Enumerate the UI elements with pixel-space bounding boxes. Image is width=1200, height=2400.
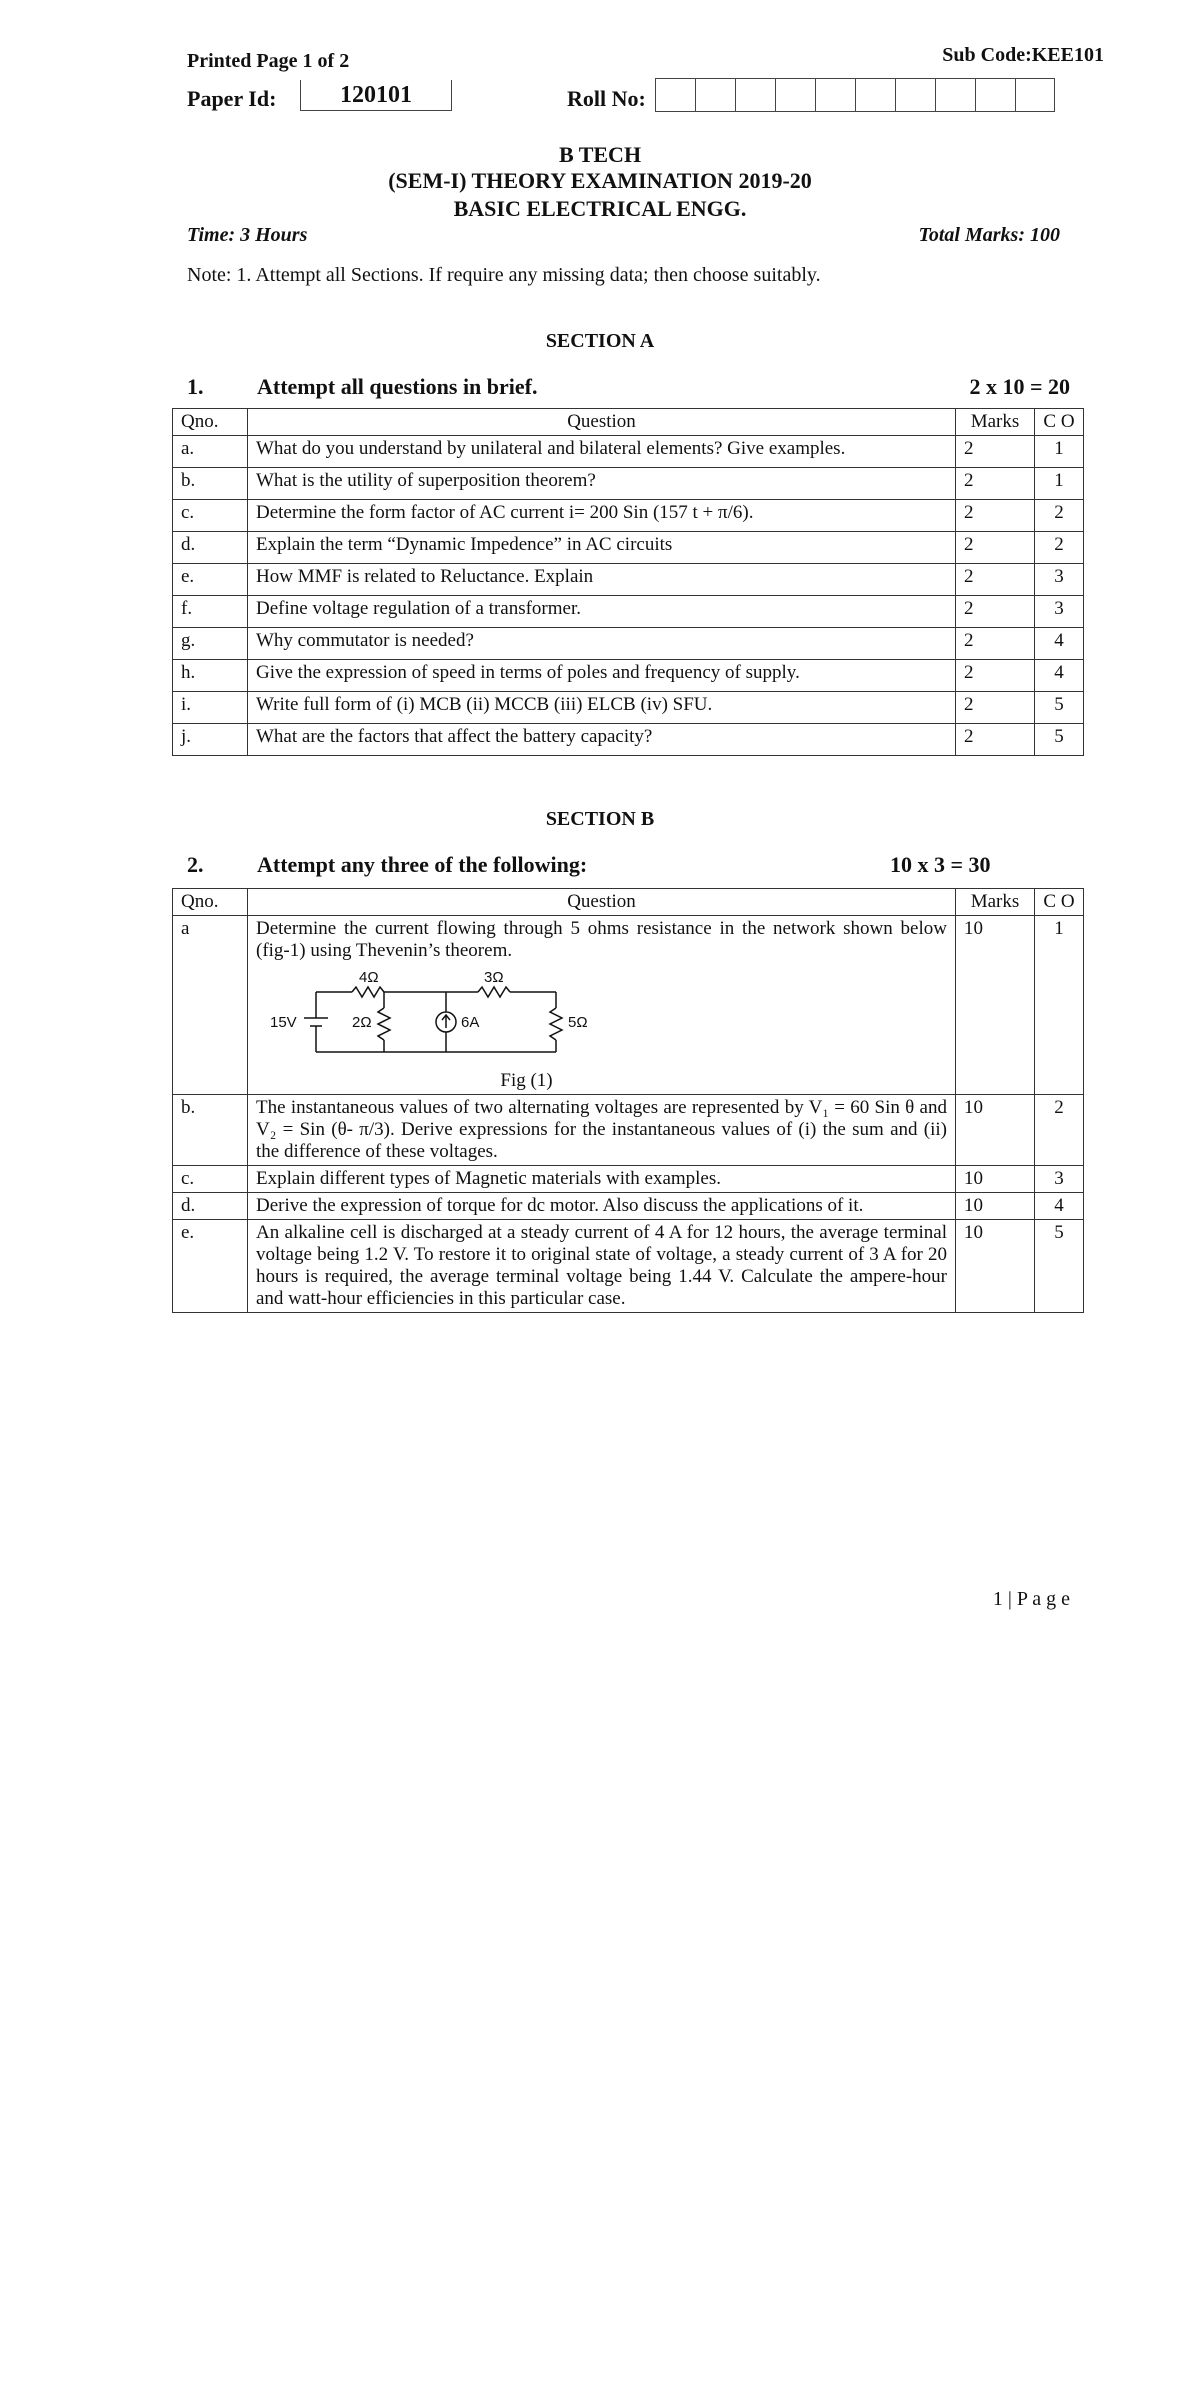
- table-row: [173, 628, 1084, 660]
- marks-cell: 2: [956, 468, 1035, 500]
- question-cell: An alkaline cell is discharged at a steady current of 4 A for 12 hours, the average terminal voltage being 1.2 V. To restore it to original state of voltage, a steady current of 3 A for 20 hours is required, the average terminal voltage being 1.44 V. Calculate the ampere-hour and watt-hour efficiencies in this particular case.: [248, 1220, 956, 1313]
- co-cell: 4: [1035, 660, 1084, 692]
- marks-cell: 10: [956, 1095, 1035, 1166]
- circuit-label-source-v: 15V: [270, 1014, 297, 1031]
- marks-cell: 2: [956, 564, 1035, 596]
- qno-cell: e.: [173, 1220, 248, 1313]
- roll-no-box: [775, 78, 815, 112]
- qno-cell: d.: [173, 1193, 248, 1220]
- co-cell: 2: [1035, 1095, 1084, 1166]
- marks-cell: 10: [956, 1220, 1035, 1313]
- circuit-label-r-load: 5Ω: [568, 1014, 588, 1031]
- question-cell: The instantaneous values of two alternating voltages are represented by V₁ = 60 Sin θ and V₂ = Sin (θ- π/3). Derive expressions for the instantaneous values of (i) the sum and (ii) the difference of these voltages.: [248, 1095, 956, 1166]
- section-a-question-number: 1.: [187, 374, 204, 399]
- co-cell: 4: [1035, 1193, 1084, 1220]
- table-row: [173, 468, 1084, 500]
- table-row: [173, 1193, 1084, 1220]
- marks-cell: 10: [956, 1166, 1035, 1193]
- question-cell: What are the factors that affect the battery capacity?: [248, 724, 956, 756]
- circuit-label-r-shunt: 2Ω: [352, 1014, 372, 1031]
- figure-caption: Fig (1): [500, 1070, 553, 1091]
- question-text: Determine the current flowing through 5 ohms resistance in the network shown below (fig-1) using Thevenin’s theorem.: [256, 918, 947, 961]
- roll-no-box: [895, 78, 935, 112]
- question-cell: Write full form of (i) MCB (ii) MCCB (iii) ELCB (iv) SFU.: [248, 692, 956, 724]
- table-row: [173, 564, 1084, 596]
- subject-title: BASIC ELECTRICAL ENGG.: [453, 196, 747, 221]
- table-row: [173, 660, 1084, 692]
- marks-cell: 10: [956, 916, 1035, 1095]
- table-row: [173, 1220, 1084, 1313]
- sub-code: Sub Code:KEE101: [942, 44, 1104, 66]
- table-row: [173, 596, 1084, 628]
- degree-title: B TECH: [558, 142, 642, 167]
- marks-cell: 2: [956, 660, 1035, 692]
- total-marks: Total Marks: 100: [918, 224, 1060, 246]
- question-cell: Define voltage regulation of a transformer.: [248, 596, 956, 628]
- qno-cell: h.: [173, 660, 248, 692]
- qno-cell: b.: [173, 1095, 248, 1166]
- paper-id-value: 120101: [300, 80, 452, 111]
- table-row: [173, 724, 1084, 756]
- section-a-instruction: Attempt all questions in brief.: [257, 374, 538, 399]
- question-cell: Why commutator is needed?: [248, 628, 956, 660]
- qno-cell: b.: [173, 468, 248, 500]
- header-question: Question: [248, 409, 956, 436]
- roll-no-box: [1015, 78, 1055, 112]
- question-cell: Give the expression of speed in terms of poles and frequency of supply.: [248, 660, 956, 692]
- co-cell: 5: [1035, 692, 1084, 724]
- co-cell: 2: [1035, 500, 1084, 532]
- header-co: C O: [1035, 889, 1084, 916]
- marks-cell: 2: [956, 532, 1035, 564]
- table-row: [173, 916, 1084, 1095]
- roll-no-box: [695, 78, 735, 112]
- co-cell: 5: [1035, 1220, 1084, 1313]
- note-text: Note: 1. Attempt all Sections. If require any missing data; then choose suitably.: [187, 264, 821, 286]
- co-cell: 2: [1035, 532, 1084, 564]
- question-cell: Determine the form factor of AC current i= 200 Sin (157 t + π/6).: [248, 500, 956, 532]
- marks-cell: 2: [956, 628, 1035, 660]
- header-question: Question: [248, 889, 956, 916]
- co-cell: 1: [1035, 468, 1084, 500]
- section-a-title: SECTION A: [545, 330, 655, 352]
- circuit-diagram: [256, 970, 636, 1070]
- qno-cell: j.: [173, 724, 248, 756]
- section-b-instruction: Attempt any three of the following:: [257, 852, 588, 877]
- co-cell: 4: [1035, 628, 1084, 660]
- header-qno: Qno.: [173, 409, 248, 436]
- roll-no-boxes: [655, 78, 1055, 112]
- section-b-title: SECTION B: [545, 808, 655, 830]
- header-marks: Marks: [956, 409, 1035, 436]
- table-row: [173, 1095, 1084, 1166]
- question-cell: Explain different types of Magnetic materials with examples.: [248, 1166, 956, 1193]
- printed-page: Printed Page 1 of 2: [187, 50, 350, 72]
- qno-cell: f.: [173, 596, 248, 628]
- roll-no-label: Roll No:: [567, 86, 646, 111]
- question-cell: [248, 916, 956, 1095]
- marks-cell: 2: [956, 724, 1035, 756]
- table-row: [173, 532, 1084, 564]
- qno-cell: e.: [173, 564, 248, 596]
- table-row: [173, 500, 1084, 532]
- paper-id-label: Paper Id:: [187, 86, 277, 111]
- co-cell: 3: [1035, 596, 1084, 628]
- roll-no-box: [655, 78, 695, 112]
- qno-cell: c.: [173, 1166, 248, 1193]
- page-number: 1 | P a g e: [992, 1588, 1070, 1610]
- table-row: [173, 436, 1084, 468]
- table-row: [173, 1166, 1084, 1193]
- co-cell: 3: [1035, 564, 1084, 596]
- qno-cell: c.: [173, 500, 248, 532]
- table-header-row: [173, 409, 1084, 436]
- table-header-row: [173, 889, 1084, 916]
- roll-no-box: [735, 78, 775, 112]
- section-a-marks: 2 x 10 = 20: [969, 374, 1070, 399]
- circuit-label-source-i: 6A: [461, 1014, 480, 1031]
- roll-no-box: [975, 78, 1015, 112]
- question-cell: What do you understand by unilateral and bilateral elements? Give examples.: [248, 436, 956, 468]
- co-cell: 1: [1035, 916, 1084, 1095]
- marks-cell: 10: [956, 1193, 1035, 1220]
- header-marks: Marks: [956, 889, 1035, 916]
- question-cell: Derive the expression of torque for dc motor. Also discuss the applications of it.: [248, 1193, 956, 1220]
- section-b-question-number: 2.: [187, 852, 204, 877]
- time-allowed: Time: 3 Hours: [187, 224, 308, 246]
- marks-cell: 2: [956, 596, 1035, 628]
- question-cell: Explain the term “Dynamic Impedence” in AC circuits: [248, 532, 956, 564]
- co-cell: 5: [1035, 724, 1084, 756]
- header-co: C O: [1035, 409, 1084, 436]
- question-cell: What is the utility of superposition theorem?: [248, 468, 956, 500]
- roll-no-box: [855, 78, 895, 112]
- qno-cell: i.: [173, 692, 248, 724]
- section-b-marks: 10 x 3 = 30: [890, 852, 991, 877]
- question-cell: How MMF is related to Reluctance. Explain: [248, 564, 956, 596]
- co-cell: 3: [1035, 1166, 1084, 1193]
- qno-cell: d.: [173, 532, 248, 564]
- circuit-label-r2: 3Ω: [484, 970, 504, 986]
- qno-cell: g.: [173, 628, 248, 660]
- co-cell: 1: [1035, 436, 1084, 468]
- qno-cell: a.: [173, 436, 248, 468]
- section-b-table: [172, 888, 1084, 1313]
- qno-cell: a: [173, 916, 248, 1095]
- table-row: [173, 692, 1084, 724]
- roll-no-box: [935, 78, 975, 112]
- roll-no-box: [815, 78, 855, 112]
- marks-cell: 2: [956, 692, 1035, 724]
- section-a-table: [172, 408, 1084, 756]
- marks-cell: 2: [956, 436, 1035, 468]
- exam-title: (SEM-I) THEORY EXAMINATION 2019-20: [388, 168, 812, 193]
- header-qno: Qno.: [173, 889, 248, 916]
- marks-cell: 2: [956, 500, 1035, 532]
- circuit-label-r1: 4Ω: [359, 970, 379, 986]
